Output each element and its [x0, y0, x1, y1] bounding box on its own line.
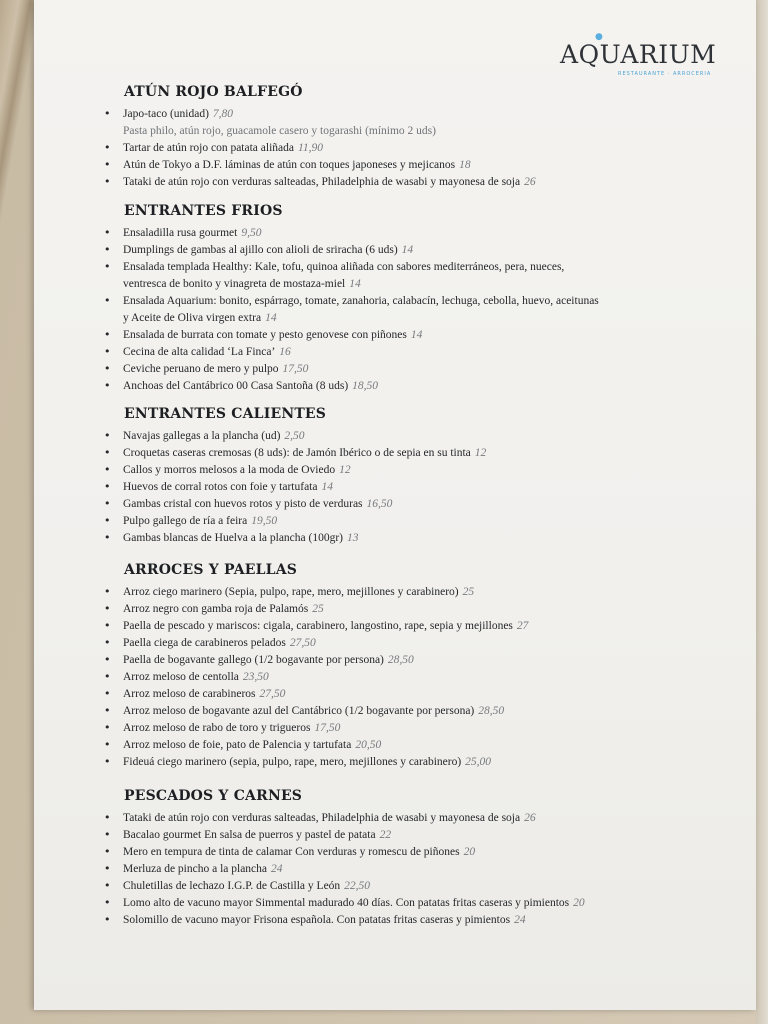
- dish-name: Tartar de atún rojo con patata aliñada: [123, 142, 294, 154]
- menu-item: [123, 430, 305, 442]
- bullet-icon: •: [104, 531, 111, 544]
- dish-price: 12: [339, 464, 351, 476]
- dish-name: Mero en tempura de tinta de calamar Con verduras y romescu de piñones: [123, 846, 460, 858]
- dish-name: Anchoas del Cantábrico 00 Casa Santoña (8 uds): [123, 380, 349, 392]
- dish-price: 20: [463, 846, 476, 858]
- menu-item: [123, 671, 269, 683]
- dish-name: Croquetas caseras cremosas (8 uds): de Jamón Ibérico o de sepia en su tinta: [123, 447, 471, 459]
- bullet-icon: •: [104, 913, 111, 926]
- dish-name: Ceviche peruano de mero y pulpo: [123, 363, 279, 375]
- bullet-icon: •: [104, 687, 111, 700]
- menu-item: [123, 532, 359, 544]
- dish-price: 24: [514, 914, 526, 926]
- dish-price: 9,50: [241, 227, 262, 239]
- dish-name: Paella ciega de carabineros pelados: [123, 637, 286, 649]
- dish-name: Japo-taco (unidad): [123, 108, 209, 120]
- menu-item: [123, 346, 291, 358]
- dish-name: Pasta philo, atún rojo, guacamole casero y togarashi (mínimo 2 uds): [123, 125, 436, 137]
- bullet-icon: •: [104, 260, 111, 273]
- dish-price: 16: [279, 346, 291, 358]
- dish-price: 28,50: [478, 705, 505, 717]
- dish-price: 25: [312, 603, 324, 615]
- menu-item: [123, 363, 308, 375]
- bullet-icon: •: [104, 429, 111, 442]
- bullet-icon: •: [104, 879, 111, 892]
- bullet-icon: •: [104, 602, 111, 615]
- dish-price: 14: [410, 329, 423, 341]
- menu-item: [123, 722, 340, 734]
- section-heading: ENTRANTES FRIOS: [124, 203, 283, 219]
- dish-name: y Aceite de Oliva virgen extra: [123, 312, 262, 324]
- bullet-icon: •: [104, 226, 111, 239]
- bullet-icon: •: [104, 480, 111, 493]
- menu-item: [123, 447, 486, 459]
- aquarium-logo: [560, 32, 720, 80]
- bullet-icon: •: [104, 446, 111, 459]
- dish-price: 19,50: [251, 515, 278, 527]
- dish-price: 25,00: [465, 756, 492, 768]
- dish-price: 14: [401, 244, 414, 256]
- bullet-icon: •: [104, 585, 111, 598]
- bullet-icon: •: [104, 704, 111, 717]
- brand-tagline: RESTAURANTE · ARROCERIA: [618, 71, 712, 77]
- dish-name: Arroz negro con gamba roja de Palamós: [123, 603, 309, 615]
- menu-item: [123, 880, 370, 892]
- dish-price: 13: [347, 532, 359, 544]
- dish-name: Ensalada Aquarium: bonito, espárrago, tomate, zanahoria, calabacín, lechuga, cebolla, huevo, aceitunas: [123, 295, 599, 307]
- dish-price: 14: [321, 481, 333, 493]
- menu-item: [123, 637, 316, 649]
- bullet-icon: •: [104, 828, 111, 841]
- bullet-icon: •: [104, 243, 111, 256]
- dish-name: Arroz meloso de carabineros: [123, 688, 256, 700]
- menu-item: [123, 312, 277, 324]
- dish-name: Gambas blancas de Huelva a la plancha (100gr): [123, 532, 344, 544]
- dish-name: Arroz meloso de centolla: [123, 671, 239, 683]
- dish-price: 14: [349, 278, 361, 290]
- bullet-icon: •: [104, 845, 111, 858]
- section-heading: ATÚN ROJO BALFEGÓ: [124, 84, 303, 100]
- dish-name: Merluza de pincho a la plancha: [123, 863, 268, 875]
- dish-price: 18,50: [352, 380, 379, 392]
- menu-item: [123, 812, 536, 824]
- dish-name: ventresca de bonito y vinagreta de mostaza-miel: [123, 278, 346, 290]
- bullet-icon: •: [104, 721, 111, 734]
- dish-price: 7,80: [212, 108, 234, 120]
- menu-item: [123, 739, 381, 751]
- dish-price: 22: [379, 829, 392, 841]
- dish-price: 25: [462, 586, 475, 598]
- dish-name: Paella de bogavante gallego (1/2 bogavante por persona): [123, 654, 384, 666]
- dish-price: 2,50: [284, 430, 305, 442]
- menu-item: [123, 756, 491, 768]
- menu-item: [123, 481, 333, 493]
- dish-price: 27,50: [289, 637, 316, 649]
- bullet-icon: •: [104, 636, 111, 649]
- menu-item: [123, 897, 585, 909]
- menu-item: [123, 863, 283, 875]
- bullet-icon: •: [104, 670, 111, 683]
- dish-name: Navajas gallegas a la plancha (ud): [123, 430, 281, 442]
- menu-item: [123, 914, 526, 926]
- bullet-icon: •: [104, 497, 111, 510]
- dish-name: Solomillo de vacuno mayor Frisona española. Con patatas fritas caseras y pimientos: [123, 914, 511, 926]
- bullet-icon: •: [104, 107, 111, 120]
- dish-name: Tataki de atún rojo con verduras salteadas, Philadelphia de wasabi y mayonesa de soja: [123, 176, 521, 188]
- menu-item: [123, 227, 261, 239]
- dish-name: Paella de pescado y mariscos: cigala, carabinero, langostino, rape, sepia y mejillones: [123, 620, 513, 632]
- menu-item: [123, 261, 564, 273]
- menu-item: [123, 108, 233, 120]
- section-heading: ENTRANTES CALIENTES: [124, 406, 327, 422]
- menu-item: [123, 176, 536, 188]
- dish-name: Lomo alto de vacuno mayor Simmental madurado 40 días. Con patatas fritas caseras y pimientos: [123, 897, 570, 909]
- dish-name: Dumplings de gambas al ajillo con alioli de sriracha (6 uds): [123, 244, 398, 256]
- dish-price: 28,50: [387, 654, 414, 666]
- dish-price: 17,50: [314, 722, 341, 734]
- dish-price: 20: [573, 897, 585, 909]
- dish-name: Callos y morros melosos a la moda de Oviedo: [123, 464, 336, 476]
- dish-name: Pulpo gallego de ría a feira: [123, 515, 248, 527]
- dish-name: Arroz ciego marinero (Sepia, pulpo, rape, mero, mejillones y carabinero): [123, 586, 459, 598]
- menu-item: [123, 464, 351, 476]
- bullet-icon: •: [104, 294, 111, 307]
- dish-price: 27,50: [259, 688, 286, 700]
- bullet-icon: •: [104, 158, 111, 171]
- dish-description: [123, 125, 436, 137]
- menu-item: [123, 586, 474, 598]
- dish-price: 14: [265, 312, 277, 324]
- menu-item: [123, 329, 422, 341]
- background-edge: [756, 0, 768, 1024]
- bullet-icon: •: [104, 653, 111, 666]
- menu-item: [123, 278, 361, 290]
- dish-price: 11,90: [297, 142, 324, 154]
- bullet-icon: •: [104, 811, 111, 824]
- bullet-icon: •: [104, 463, 111, 476]
- dish-price: 26: [524, 176, 536, 188]
- dish-name: Ensaladilla rusa gourmet: [123, 227, 238, 239]
- dish-name: Atún de Tokyo a D.F. láminas de atún con toques japoneses y mejicanos: [123, 159, 456, 171]
- brand-name: AQUARIUM: [560, 40, 717, 69]
- dish-price: 12: [474, 447, 487, 459]
- bullet-icon: •: [104, 862, 111, 875]
- dish-name: Ensalada de burrata con tomate y pesto genovese con piñones: [123, 329, 407, 341]
- dish-price: 27: [516, 620, 529, 632]
- menu-item: [123, 705, 504, 717]
- bullet-icon: •: [104, 755, 111, 768]
- bullet-icon: •: [104, 896, 111, 909]
- bullet-icon: •: [104, 345, 111, 358]
- bullet-icon: •: [104, 362, 111, 375]
- dish-price: 22,50: [344, 880, 371, 892]
- dish-price: 17,50: [282, 363, 309, 375]
- dish-price: 16,50: [366, 498, 393, 510]
- menu-item: [123, 688, 285, 700]
- dish-name: Bacalao gourmet En salsa de puerros y pastel de patata: [123, 829, 376, 841]
- dish-name: Tataki de atún rojo con verduras salteadas, Philadelphia de wasabi y mayonesa de soja: [123, 812, 521, 824]
- menu-item: [123, 380, 378, 392]
- dish-price: 20,50: [355, 739, 382, 751]
- section-heading: ARROCES Y PAELLAS: [124, 562, 298, 578]
- bullet-icon: •: [104, 379, 111, 392]
- dish-name: Ensalada templada Healthy: Kale, tofu, quinoa aliñada con sabores mediterráneos, pera, nueces,: [123, 261, 565, 273]
- menu-item: [123, 295, 599, 307]
- dish-name: Arroz meloso de bogavante azul del Cantábrico (1/2 bogavante por persona): [123, 705, 475, 717]
- menu-item: [123, 620, 528, 632]
- menu-item: [123, 142, 323, 154]
- menu-item: [123, 498, 392, 510]
- section-heading: PESCADOS Y CARNES: [124, 788, 303, 804]
- menu-sheet: [34, 0, 756, 1010]
- dish-name: Arroz meloso de rabo de toro y trigueros: [123, 722, 311, 734]
- menu-item: [123, 244, 413, 256]
- menu-item: [123, 829, 391, 841]
- water-drop-icon: ●: [595, 32, 603, 42]
- bullet-icon: •: [104, 738, 111, 751]
- dish-price: 26: [524, 812, 536, 824]
- dish-name: Gambas cristal con huevos rotos y pisto de verduras: [123, 498, 363, 510]
- menu-item: [123, 654, 414, 666]
- menu-item: [123, 159, 471, 171]
- bullet-icon: •: [104, 328, 111, 341]
- dish-name: Cecina de alta calidad ‘La Finca’: [123, 346, 276, 358]
- bullet-icon: •: [104, 619, 111, 632]
- bullet-icon: •: [104, 141, 111, 154]
- dish-price: 24: [271, 863, 283, 875]
- dish-name: Chuletillas de lechazo I.G.P. de Castilla y León: [123, 880, 341, 892]
- dish-name: Fideuá ciego marinero (sepia, pulpo, rape, mero, mejillones y carabinero): [123, 756, 462, 768]
- dish-price: 23,50: [242, 671, 269, 683]
- bullet-icon: •: [104, 175, 111, 188]
- menu-item: [123, 515, 277, 527]
- menu-item: [123, 603, 324, 615]
- dish-name: Huevos de corral rotos con foie y tartufata: [123, 481, 318, 493]
- bullet-icon: •: [104, 514, 111, 527]
- menu-item: [123, 846, 475, 858]
- dish-name: Arroz meloso de foie, pato de Palencia y tartufata: [123, 739, 352, 751]
- dish-price: 18: [459, 159, 471, 171]
